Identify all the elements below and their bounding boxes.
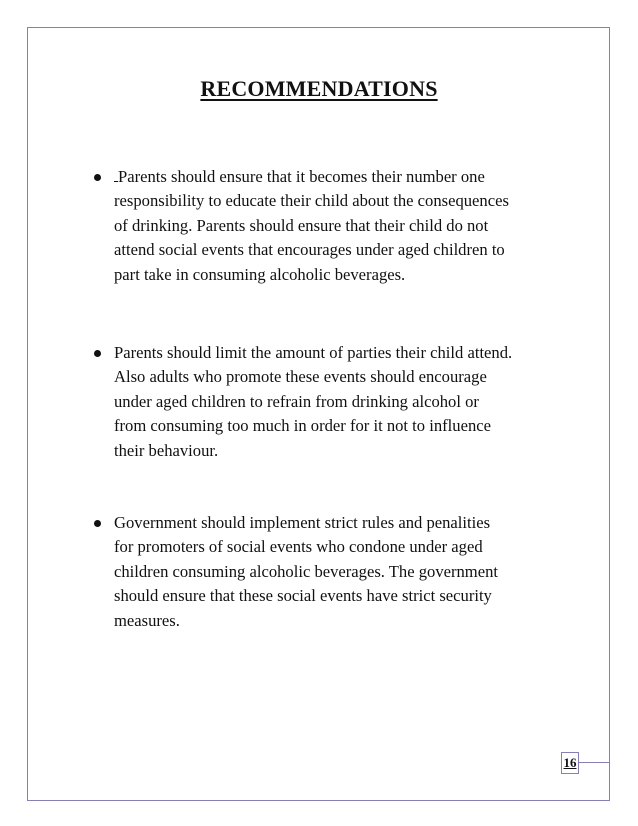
list-item-text xyxy=(114,511,584,633)
text-line: under aged children to refrain from drinking alcohol or xyxy=(114,391,479,411)
text-line: for promoters of social events who condone under aged xyxy=(114,537,483,557)
bullet-icon xyxy=(94,174,101,181)
text-line: responsibility to educate their child about the consequences xyxy=(114,191,509,211)
list-item-text xyxy=(114,165,584,287)
page-number-rule xyxy=(579,762,609,763)
text-line: Government should implement strict rules and penalities xyxy=(114,513,491,532)
text-line: measures. xyxy=(114,610,180,630)
text-line: of drinking. Parents should ensure that their child do not xyxy=(114,215,489,235)
text-line: attend social events that encourages under aged children to xyxy=(114,240,505,260)
text-line: should ensure that these social events have strict security xyxy=(114,586,492,606)
text-line: Also adults who promote these events should encourage xyxy=(114,367,487,387)
text-line: part take in consuming alcoholic beverages. xyxy=(114,264,406,284)
bullet-icon xyxy=(94,350,101,357)
text-line: children consuming alcoholic beverages. The government xyxy=(114,561,498,581)
text-line: from consuming too much in order for it not to influence xyxy=(114,416,491,436)
list-item-text xyxy=(114,341,584,463)
bullet-icon xyxy=(94,520,101,527)
text-line xyxy=(114,165,584,189)
text-line: their behaviour. xyxy=(114,440,219,460)
text-line: Parents should limit the amount of parties their child attend. xyxy=(114,343,513,362)
text-line-content: Parents should ensure that it becomes their number one xyxy=(118,167,485,186)
page-number: 16 xyxy=(561,752,579,774)
page-title-text: RECOMMENDATIONS xyxy=(200,76,438,101)
